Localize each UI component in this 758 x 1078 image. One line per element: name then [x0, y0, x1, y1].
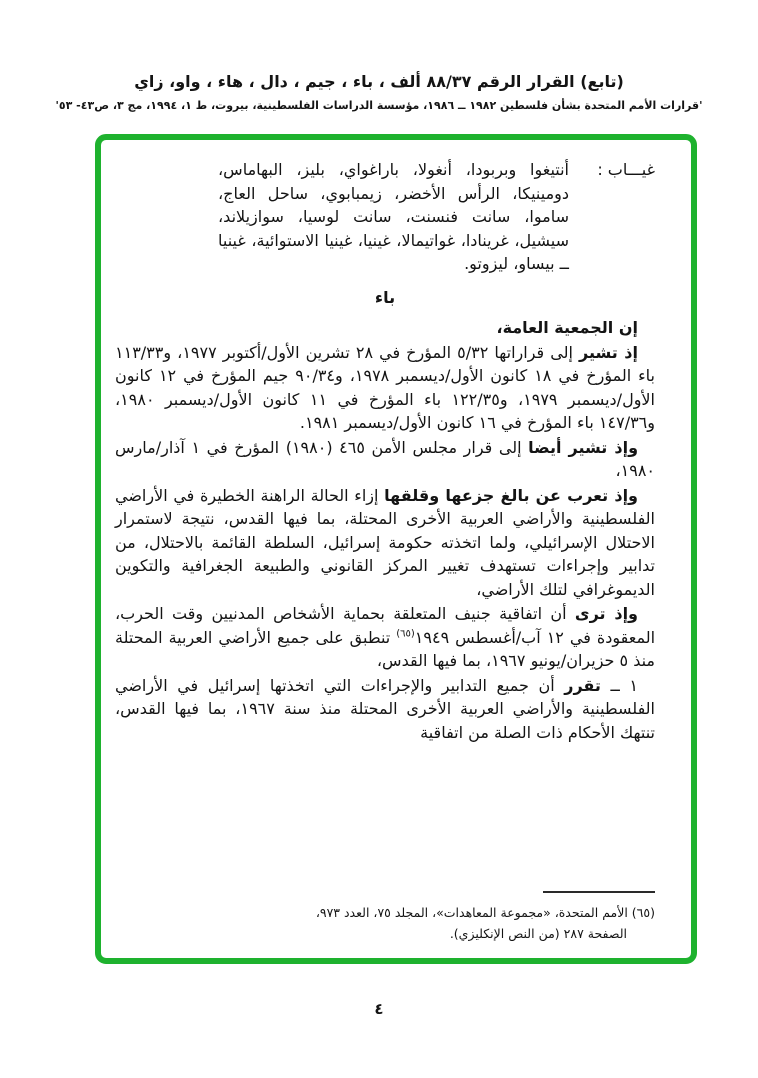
paragraph-text: أن جميع التدابير والإجراءات التي اتخذتها إسرائيل في الأراضي الفلسطينية والأراضي العربية الأخرى المحتلة منذ سنة ١٩٦٧، بما فيها القدس، تنتهك الأحكام ذات الصلة من اتفاقية — [115, 675, 656, 742]
document-border — [95, 134, 697, 964]
absent-paragraph — [115, 158, 655, 276]
preamble-paragraph-2 — [115, 436, 655, 483]
preamble-paragraph-3 — [115, 484, 655, 602]
paragraph-lead: وإذ تعرب عن بالغ جزعها وقلقها — [384, 485, 639, 505]
citation-line: 'قرارات الأمم المتحدة بشأن فلسطين ١٩٨٢ ــ ١٩٨٦، مؤسسة الدراسات الفلسطينية، بيروت، ط ١، ١٩٩٤، مج ٣، ص٤٣- ٥٣' — [55, 99, 703, 112]
section-heading-ba: باء — [374, 287, 396, 307]
footnote-line-2: الصفحة ٢٨٧ (من النص الإنكليزي). — [449, 926, 627, 941]
footnote-separator — [543, 891, 655, 893]
resolution-title: (تابع) القرار الرقم ٨٨/٣٧ ألف ، باء ، جيم ، دال ، هاء ، واو، زاي — [134, 72, 624, 91]
paragraph-text: إلى قراراتها ٥/٣٢ المؤرخ في ٢٨ تشرين الأول/أكتوبر ١٩٧٧، و١١٣/٣٣ باء المؤرخ في ١٨ كانون الأول/ديسمبر ١٩٧٨، و٩٠/٣٤ جيم المؤرخ في ١٢ كانون الأول/ديسمبر ١٩٧٩، و١٢٢/٣٥ باء المؤرخ في ١١ كانون الأول/ديسمبر ١٩٨٠، و١٤٧/٣٦ باء المؤرخ في ١٦ كانون الأول/ديسمبر ١٩٨١. — [115, 342, 656, 432]
paragraph-lead: تقرر — [564, 675, 601, 695]
footnote-text: الأمم المتحدة، «مجموعة المعاهدات»، المجلد ٧٥، العدد ٩٧٣، — [315, 905, 632, 920]
footnote — [115, 891, 655, 944]
paragraph-lead: وإذ ترى — [574, 604, 638, 623]
page-header — [0, 0, 758, 112]
page-number: ٤ — [374, 1000, 384, 1018]
footnote-line-1 — [115, 902, 655, 923]
paragraph-text: إزاء الحالة الراهنة الخطيرة في الأراضي الفلسطينية والأراضي العربية الأخرى المحتلة، بما فيها القدس، نتيجة لاستمرار الاحتلال الإسرائيلي، ولما اتخذته حكومة إسرائيل، السلطة القائمة بالاحتلال، من تدابير وإجراءات تستهدف تغيير المركز القانوني والطبيعة الجغرافية والتكوين الديموغرافي لتلك الأراضي، — [115, 485, 655, 599]
paragraph-text: تنطبق على جميع الأراضي العربية المحتلة منذ ٥ حزيران/يونيو ١٩٦٧، بما فيها القدس، — [115, 627, 655, 670]
absent-country-list: أنتيغوا وبربودا، أنغولا، باراغواي، بليز، البهاماس، دومينيكا، الرأس الأخضر، زيمبابوي، ساحل العاج، ساموا، سانت فنسنت، سانت لوسيا، سوازيلاند، سيشيل، غرينادا، غواتيمالا، غينيا، غينيا الاستوائية، غينيا ــ بيساو، ليزوتو. — [218, 160, 569, 273]
paragraph-lead: إذ تشير — [578, 342, 639, 362]
footnote-ref: (٦٥) — [396, 628, 415, 640]
preamble-paragraph-4 — [115, 602, 655, 673]
paragraph-number: ١ ــ — [600, 675, 639, 695]
footnote-marker: (٦٥) — [631, 905, 655, 920]
operative-paragraph-1 — [115, 674, 655, 745]
resolution-body — [115, 158, 655, 745]
absent-label: غيـــاب : — [597, 160, 655, 179]
paragraph-text: إلى قرار مجلس الأمن ٤٦٥ (١٩٨٠) المؤرخ في ١ آذار/مارس ١٩٨٠، — [115, 437, 655, 480]
preamble-paragraph-1 — [115, 341, 655, 435]
paragraph-text: أن اتفاقية جنيف المتعلقة بحماية الأشخاص المدنيين وقت الحرب، المعقودة في ١٢ آب/أغسطس ١٩٤٩ — [115, 604, 656, 647]
paragraph-lead: وإذ تشير أيضا — [528, 437, 639, 457]
preamble-intro: إن الجمعية العامة، — [496, 318, 638, 337]
